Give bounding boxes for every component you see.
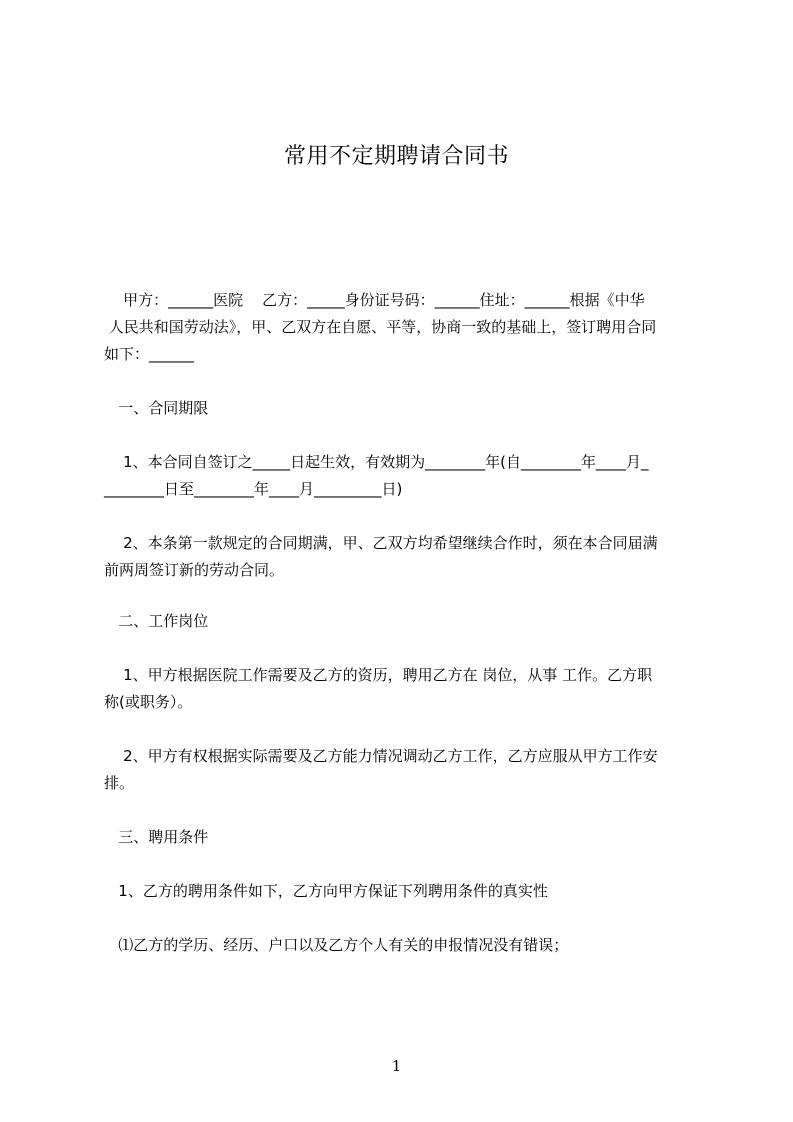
- intro-line-1: 甲方：______医院 乙方：_____身份证号码：______住址：______根据《中华: [104, 291, 645, 309]
- section-2-heading: 二、工作岗位: [104, 612, 209, 630]
- section-1-heading: 一、合同期限: [104, 399, 209, 417]
- section-2-item-2-line-2: 排。: [104, 774, 135, 792]
- section-3-item-1: 1、乙方的聘用条件如下，乙方向甲方保证下列聘用条件的真实性: [104, 882, 548, 900]
- section-1-item-1-line-2: ________日至________年____月_________日): [104, 480, 403, 498]
- section-3-heading: 三、聘用条件: [104, 828, 209, 846]
- section-2-item-1-line-2: 称(或职务）。: [104, 693, 193, 711]
- intro-line-2: 人民共和国劳动法》，甲、乙双方在自愿、平等，协商一致的基础上，签订聘用合同: [104, 318, 657, 336]
- page-number: 1: [391, 1057, 402, 1075]
- document-title: 常用不定期聘请合同书: [283, 144, 509, 169]
- section-2-item-2-line-1: 2、甲方有权根据实际需要及乙方能力情况调动乙方工作，乙方应服从甲方工作安: [104, 747, 658, 765]
- section-1-item-2-line-2: 前两周签订新的劳动合同。: [104, 561, 285, 579]
- section-3-sub-item-1: ⑴乙方的学历、经历、户口以及乙方个人有关的申报情况没有错误；: [104, 936, 569, 954]
- section-1-item-2-line-1: 2、本条第一款规定的合同期满，甲、乙双方均希望继续合作时，须在本合同届满: [104, 534, 658, 552]
- intro-line-3: 如下：______: [104, 345, 195, 363]
- section-2-item-1-line-1: 1、甲方根据医院工作需要及乙方的资历，聘用乙方在 岗位，从事 工作。乙方职: [104, 666, 653, 684]
- section-1-item-1-line-1: 1、本合同自签订之_____日起生效，有效期为________年(自________年____月_: [104, 453, 649, 471]
